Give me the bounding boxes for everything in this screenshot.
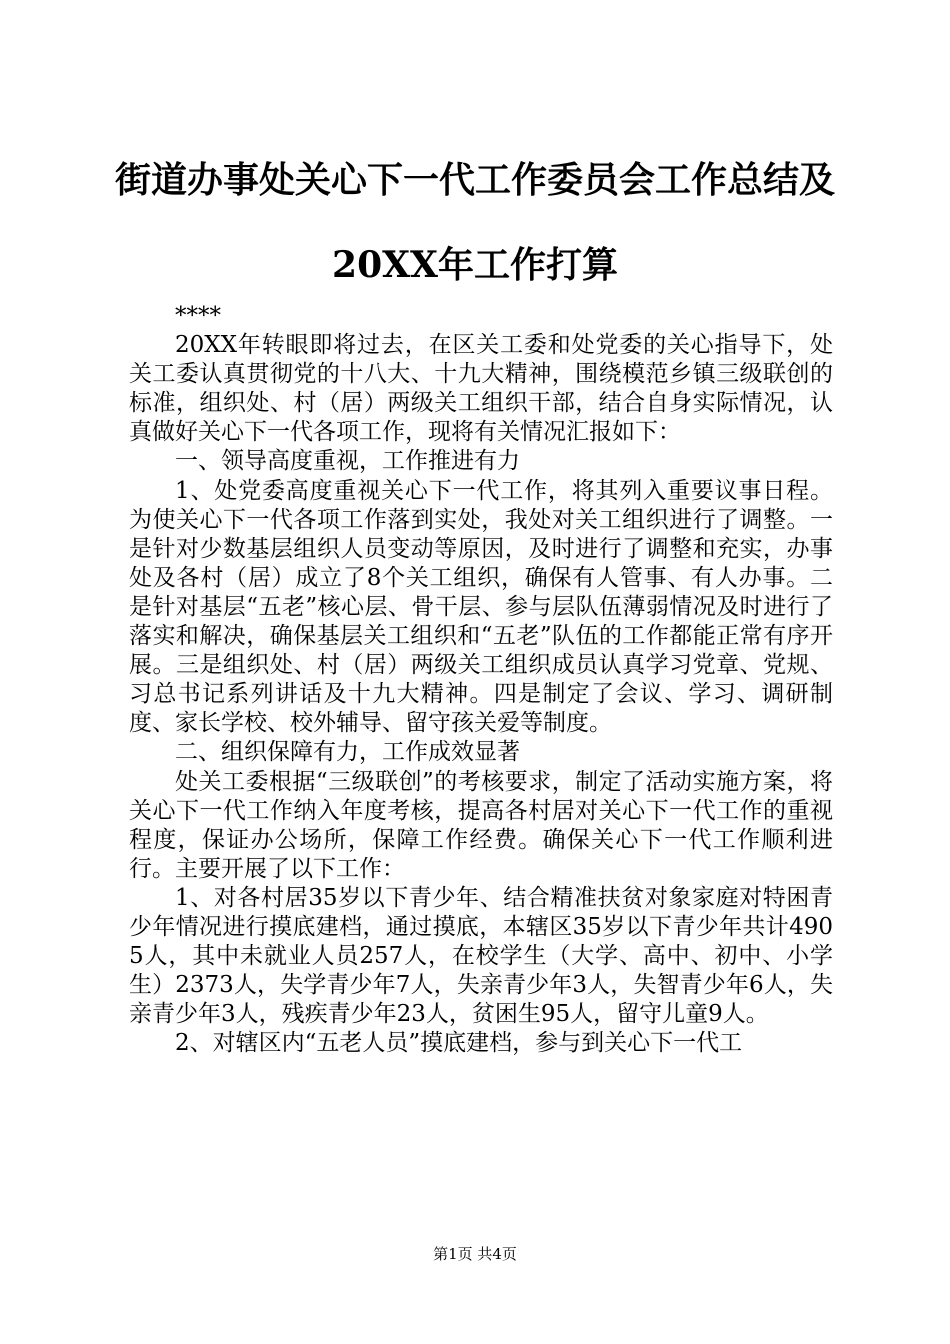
paragraph-leadership: 1、处党委高度重视关心下一代工作，将其列入重要议事日程。为使关心下一代各项工作落到实处，我处对关工组织进行了调整。一是针对少数基层组织人员变动等原因，及时进行了调整和充实，办事处及各村（居）成立了8个关工组织，确保有人管事、有人办事。二是针对基层“五老”核心层、骨干层、参与层队伍薄弱情况及时进行了落实和解决，确保基层关工组织和“五老”队伍的工作都能正常有序开展。三是组织处、村（居）两级关工组织成员认真学习党章、党规、习总书记系列讲话及十九大精神。四是制定了会议、学习、调研制度、家长学校、校外辅导、留守孩关爱等制度。 <box>129 477 833 737</box>
paragraph-organization: 处关工委根据“三级联创”的考核要求，制定了活动实施方案，将关心下一代工作纳入年度考核，提高各村居对关心下一代工作的重视程度，保证办公场所，保障工作经费。确保关心下一代工作顺利进行。主要开展了以下工作： <box>129 768 833 882</box>
document-title-line-2: 20XX年工作打算 <box>332 244 618 286</box>
section-heading-2: 二、组织保障有力，工作成效显著 <box>175 739 520 766</box>
page-footer: 第1页 共4页 <box>433 1245 517 1263</box>
paragraph-survey-elders: 2、对辖区内“五老人员”摸底建档，参与到关心下一代工 <box>175 1030 743 1057</box>
paragraph-intro: 20XX年转眼即将过去，在区关工委和处党委的关心指导下，处关工委认真贯彻党的十八大、十九大精神，围绕模范乡镇三级联创的标准，组织处、村（居）两级关工组织干部，结合自身实际情况，认真做好关心下一代各项工作，现将有关情况汇报如下： <box>129 332 833 446</box>
document-body <box>129 302 833 1058</box>
author-line: **** <box>175 303 221 329</box>
document-title-line-1: 街道办事处关心下一代工作委员会工作总结及 <box>114 159 835 201</box>
paragraph-survey-youth: 1、对各村居35岁以下青少年、结合精准扶贫对象家庭对特困青少年情况进行摸底建档，通过摸底，本辖区35岁以下青少年共计4905人，其中未就业人员257人，在校学生（大学、高中、初中、小学生）2373人，失学青少年7人，失亲青少年3人，失智青少年6人，失亲青少年3人，残疾青少年23人，贫困生95人，留守儿童9人。 <box>129 884 833 1028</box>
section-heading-1: 一、领导高度重视，工作推进有力 <box>175 448 520 475</box>
